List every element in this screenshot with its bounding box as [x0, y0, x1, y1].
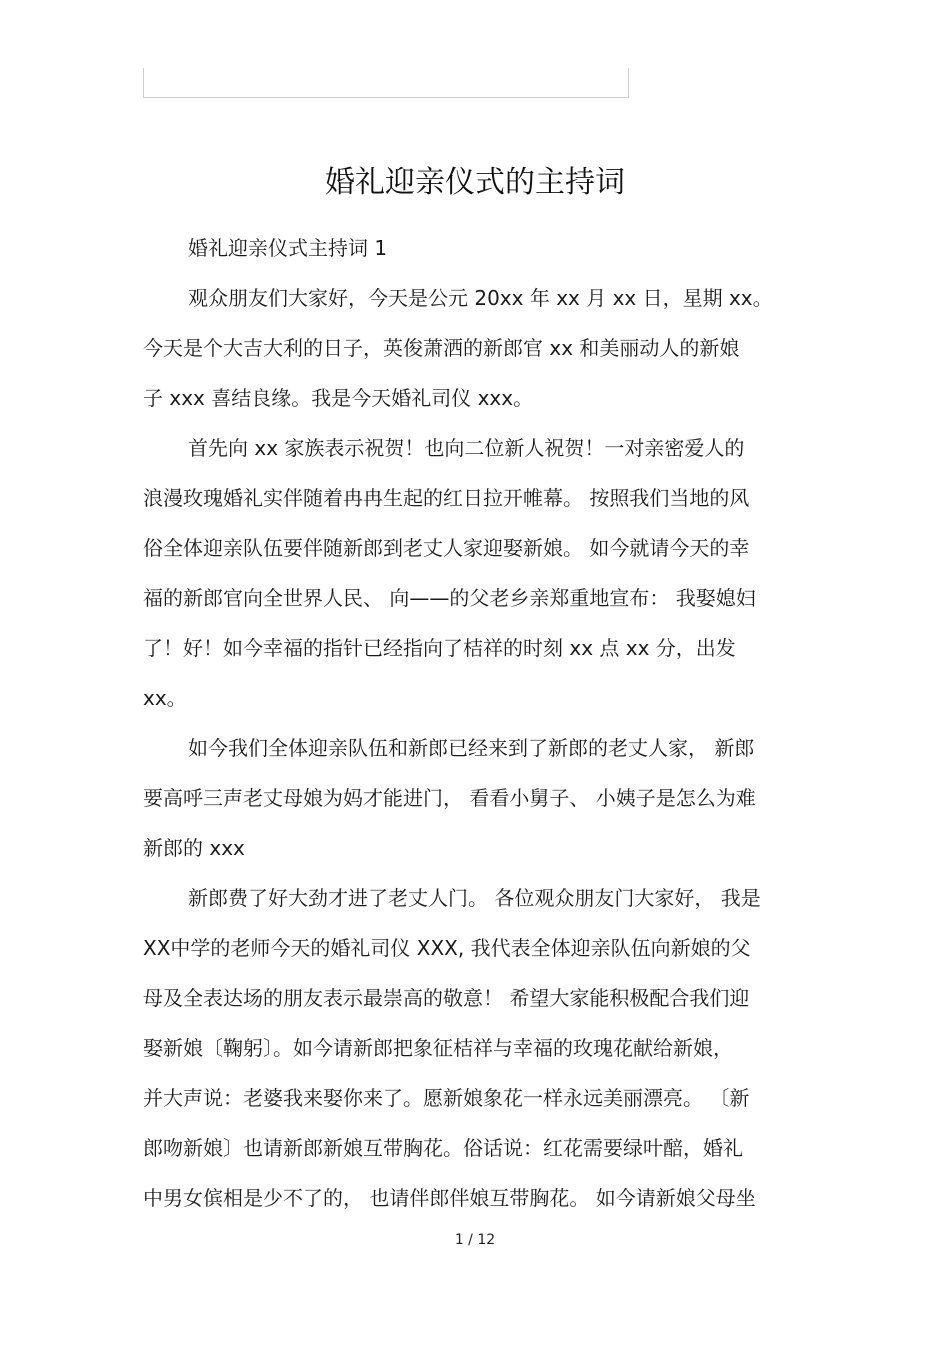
- body-line: XX中学的老师今天的婚礼司仪 XXX, 我代表全体迎亲队伍向新娘的父: [143, 936, 751, 960]
- body-line: 浪漫玫瑰婚礼实伴随着冉冉生起的红日拉开帷幕。 按照我们当地的风: [143, 486, 750, 510]
- body-line: 婚礼迎亲仪式主持词 1: [188, 236, 388, 260]
- body-line: 首先向 xx 家族表示祝贺！也向二位新人祝贺！一对亲密爱人的: [188, 436, 745, 460]
- page-indicator: 1 / 12: [454, 1232, 496, 1248]
- body-line: 母及全表达场的朋友表示最崇高的敬意！ 希望大家能积极配合我们迎: [143, 986, 750, 1010]
- body-line: 俗全体迎亲队伍要伴随新郎到老丈人家迎娶新娘。 如今就请今天的幸: [143, 536, 750, 560]
- body-line: 如今我们全体迎亲队伍和新郎已经来到了新郎的老丈人家， 新郎: [188, 736, 755, 760]
- page-header-box: [143, 68, 629, 98]
- body-line: 中男女傧相是少不了的， 也请伴郎伴娘互带胸花。 如今请新娘父母坐: [143, 1186, 756, 1210]
- body-line: xx。: [143, 686, 187, 710]
- body-line: 娶新娘〔鞠躬〕。如今请新郎把象征桔祥与幸福的玫瑰花献给新娘，: [143, 1036, 733, 1060]
- body-line: 郎吻新娘〕也请新郎新娘互带胸花。俗话说：红花需要绿叶醅，婚礼: [143, 1136, 743, 1160]
- body-line: 今天是个大吉大利的日子，英俊萧洒的新郎官 xx 和美丽动人的新娘: [143, 336, 740, 360]
- body-line: 新郎的 xxx: [143, 836, 245, 860]
- document-title: 婚礼迎亲仪式的主持词: [325, 165, 625, 200]
- body-line: 了！好！如今幸福的指针已经指向了桔祥的时刻 xx 点 xx 分，出发: [143, 636, 736, 660]
- body-line: 新郎费了好大劲才进了老丈人门。 各位观众朋友门大家好， 我是: [188, 886, 761, 910]
- body-line: 福的新郎官向全世界人民、 向——的父老乡亲郑重地宣布： 我娶媳妇: [143, 586, 756, 610]
- body-line: 并大声说：老婆我来娶你来了。愿新娘象花一样永远美丽漂亮。 〔新: [143, 1086, 750, 1110]
- body-line: 子 xxx 喜结良缘。我是今天婚礼司仪 xxx。: [143, 386, 534, 410]
- body-line: 观众朋友们大家好，今天是公元 20xx 年 xx 月 xx 日，星期 xx。: [188, 286, 773, 310]
- body-line: 要高呼三声老丈母娘为妈才能进门， 看看小舅子、 小姨子是怎么为难: [143, 786, 756, 810]
